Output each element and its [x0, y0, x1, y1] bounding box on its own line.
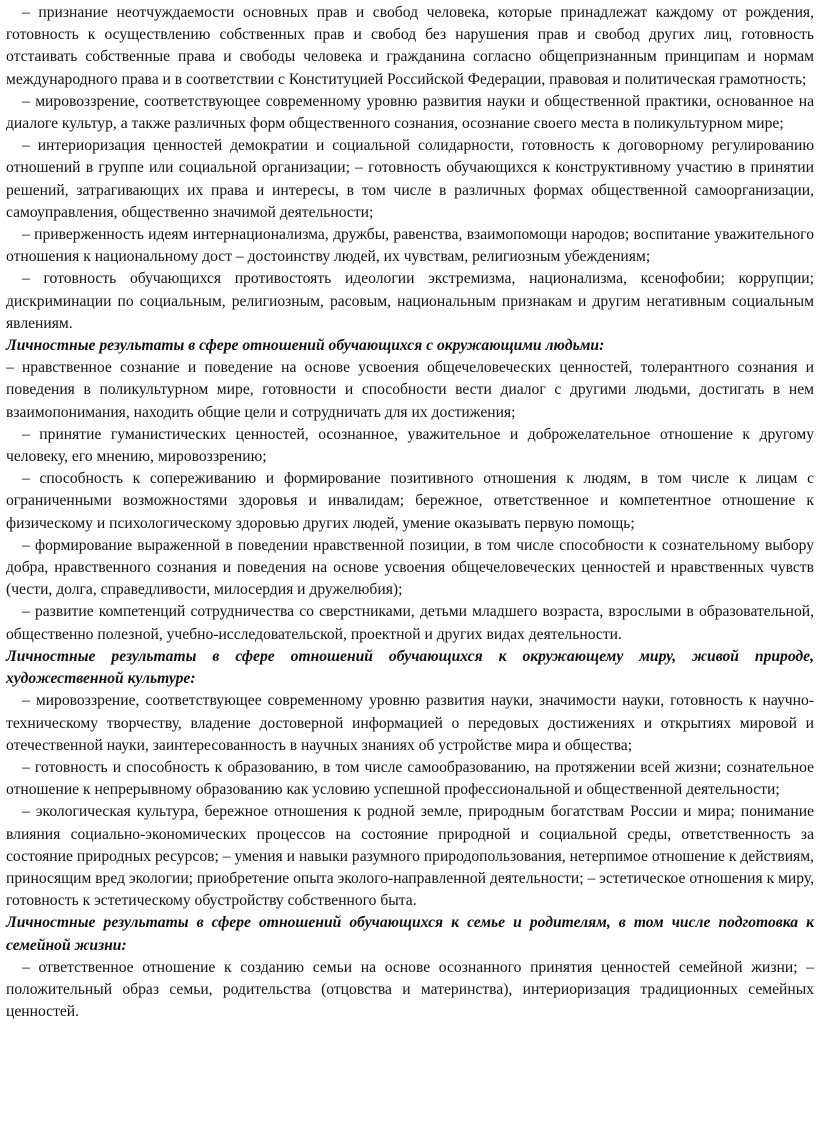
heading-relations-with-world: Личностные результаты в сфере отношений обучающихся к окружающему миру, живой природе, художественной культуре: — [6, 647, 814, 688]
paragraph-moral-consciousness: – нравственное сознание и поведение на основе усвоения общечеловеческих ценностей, толерантного сознания и поведения в поликультурном мире, готовности и способности вести диалог с другими людьми, достигать в нем взаимопонимания, находить общие цели и сотрудничать для их достижения; — [6, 359, 814, 421]
paragraph-empathy: – способность к сопереживанию и формирование позитивного отношения к людям, в том числе к лицам с ограниченными возможностями здоровья и инвалидам; бережное, ответственное и компетентное отношение к физическому и психологическому здоровью других людей, умение оказывать первую помощь; — [6, 470, 814, 532]
paragraph-anti-extremism: – готовность обучающихся противостоять идеологии экстремизма, национализма, ксенофобии; коррупции; дискриминации по социальным, религиозным, расовым, национальным признакам и другим негативным социальным явлениям. — [6, 270, 814, 332]
paragraph-rights-freedoms: – признание неотчуждаемости основных прав и свобод человека, которые принадлежат каждому от рождения, готовность к осуществлению собственных прав и свобод без нарушения прав и свобод других лиц, готовность отстаивать собственные права и свободы человека и гражданина согласно общепризнанным принципам и нормам международного права и в соответствии с Конституцией Российской Федерации, правовая и политическая грамотность; — [6, 4, 814, 88]
paragraph-worldview: – мировоззрение, соответствующее современному уровню развития науки и общественной практики, основанное на диалоге культур, а также различных форм общественного сознания, осознание своего места в поликультурном мире; — [6, 92, 814, 133]
paragraph-lifelong-education: – готовность и способность к образованию, в том числе самообразованию, на протяжении всей жизни; сознательное отношение к непрерывному образованию как условию успешной профессиональной и общественной деятельности; — [6, 758, 814, 799]
heading-relations-with-people — [6, 335, 814, 357]
heading-relations-with-people-text: Личностные результаты в сфере отношений обучающихся с окружающими людьми: — [6, 337, 605, 355]
paragraph-family-values: – ответственное отношение к созданию семьи на основе осознанного принятия ценностей семейной жизни; – положительный образ семьи, родительства (отцовства и материнства), интериоризация традиционных семейных ценностей. — [6, 958, 814, 1021]
heading-family-relations: Личностные результаты в сфере отношений обучающихся к семье и родителям, в том числе подготовка к семейной жизни: — [6, 914, 814, 954]
paragraph-internationalism: – приверженность идеям интернационализма, дружбы, равенства, взаимопомощи народов; воспитание уважительного отношения к национальному дост – достоинству людей, их чувствам, религиозным убеждениям; — [6, 226, 814, 266]
paragraph-cooperation: – развитие компетенций сотрудничества со сверстниками, детьми младшего возраста, взрослыми в образовательной, общественно полезной, учебно-исследовательской, проектной и других видах деятельности. — [6, 603, 814, 643]
paragraph-ecological-culture: – экологическая культура, бережное отношения к родной земле, природным богатствам России и мира; понимание влияния социально-экономических процессов на состояние природной и социальной среды, ответственность за состояние природных ресурсов; – умения и навыки разумного природопользования, нетерпимое отношение к действиям, приносящим вред экологии; приобретение опыта эколого-направленной деятельности; – эстетическое отношения к миру, готовность к эстетическому обустройству собственного быта. — [6, 803, 814, 910]
paragraph-scientific-worldview: – мировоззрение, соответствующее современному уровню развития науки, значимости науки, готовность к научно-техническому творчеству, владение достоверной информацией о передовых достижениях и открытиях мировой и отечественной науки, заинтересованность в научных знаниях об устройстве мира и общества; — [6, 692, 814, 754]
paragraph-humanistic-values: – принятие гуманистических ценностей, осознанное, уважительное и доброжелательное отношение к другому человеку, его мнению, мировоззрению; — [6, 425, 814, 466]
paragraph-democracy-values: – интериоризация ценностей демократии и социальной солидарности, готовность к договорному регулированию отношений в группе или социальной организации; – готовность обучающихся к конструктивному участию в принятии решений, затрагивающих их права и интересы, в том числе в различных формах общественной самоорганизации, самоуправления, общественно значимой деятельности; — [6, 137, 814, 221]
paragraph-moral-position: – формирование выраженной в поведении нравственной позиции, в том числе способности к сознательному выбору добра, нравственного сознания и поведения на основе усвоения общечеловеческих ценностей и нравственных чувств (чести, долга, справедливости, милосердия и дружелюбия); — [6, 536, 814, 599]
